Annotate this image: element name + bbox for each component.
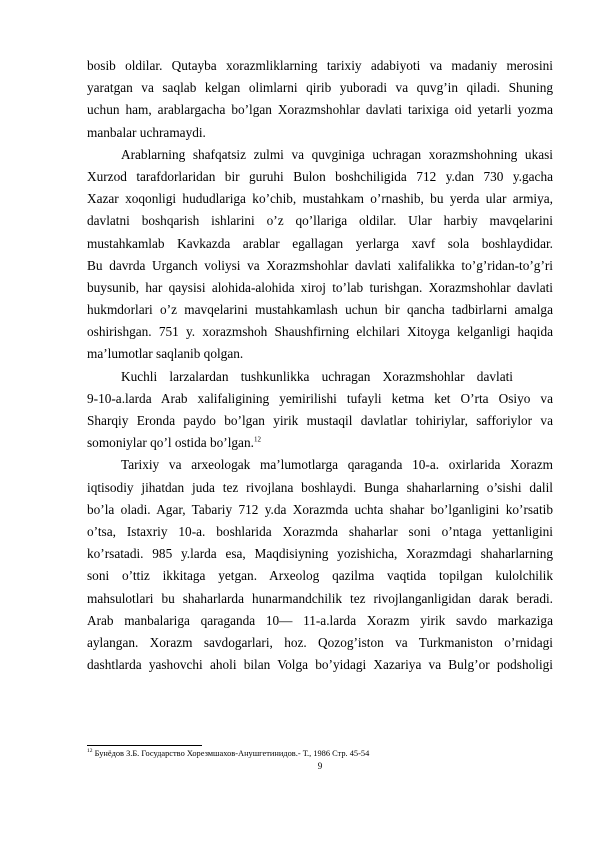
text-line: Arablarning shafqatsiz zulmi va quvginiga uchragan xorazmshohning ukasi <box>121 146 553 162</box>
text-line: Bu davrda Urganch voliysi va Xorazmshohlar davlati xalifalikka to’g’ridan-to’g’ri <box>87 257 553 273</box>
body-text <box>87 55 553 676</box>
footnote-divider <box>87 745 202 746</box>
text-line: hukmdorlari o’z mavqelarini mustahkamlash uchun bir qancha tadbirlarni amalga <box>87 302 553 318</box>
text-line: bosib oldilar. Qutayba xorazmliklarning tarixiy adabiyoti va madaniy merosini <box>87 58 553 73</box>
text-line: bo’la oladi. Agar, Tabariy 712 y.da Xorazmda uchta shahar bo’lganligini ko’rsatib <box>87 501 553 517</box>
footnote-text: Бунёдов З.Б. Государство Хорезмшахов-Анушгетинидов.- Т., 1986 Стр. 45-54 <box>94 749 370 758</box>
text-line: 9-10-a.larda Arab xalifaligining yemirilishi tufayli ketma ket O’rta Osiyo va <box>87 390 553 406</box>
text-line: oshirishgan. 751 y. xorazmshoh Shaushfirning elchilari Xitoyga kelganligi haqida <box>87 324 553 340</box>
footnote-reference: 12 <box>253 435 261 444</box>
footnote <box>87 748 553 759</box>
text-line: manbalar uchramaydi. <box>87 124 206 140</box>
text-line: aylangan. Xorazm savdogarlari, hoz. Qozog’iston va Turkmaniston o’rnidagi <box>87 634 553 650</box>
text-line: Xurzod tarafdorlaridan bir guruhi Bulon boshchiligida 712 y.dan 730 y.gacha <box>87 168 553 184</box>
page-number: 9 <box>317 761 323 771</box>
text-line: o’tsa, Istaxriy 10-a. boshlarida Xorazmda shaharlar soni o’ntaga yettanligini <box>87 523 553 539</box>
text-line: mahsulotlari bu shaharlarda hunarmandchilik tez rivojlanganligidan darak beradi. <box>87 590 553 606</box>
text-line: buysunib, har qaysisi alohida-alohida xiroj to’lab turishgan. Xorazmshohlar davlati <box>87 279 553 295</box>
text-line: yaratgan va saqlab kelgan olimlarni qirib yuboradi va quvg’in qiladi. Shuning <box>87 80 553 96</box>
text-line: dashtlarda yashovchi aholi bilan Volga bo’yidagi Xazariya va Bulg’or podsholigi <box>87 657 553 673</box>
text-line: Xazar xoqonligi hududlariga ko’chib, mustahkam o’rnashib, bu yerda ular armiya, <box>87 191 553 207</box>
text-line: davlatni boshqarish ishlarini o’z qo’llariga oldilar. Ular harbiy mavqelarini <box>87 213 553 229</box>
text-line: mustahkamlab Kavkazda arablar egallagan yerlarga xavf sola boshlaydidar. <box>87 235 553 251</box>
text-line: Kuchli larzalardan tushkunlikka uchragan Xorazmshohlar davlati <box>121 368 513 384</box>
text-line-with-footnote <box>87 432 553 454</box>
text-line: iqtisodiy jihatdan juda tez rivojlana boshlaydi. Bunga shaharlarning o’sishi dalil <box>87 479 553 495</box>
text-line: ma’lumotlar saqlanib qolgan. <box>87 346 244 362</box>
footnote-number: 12 <box>87 748 93 755</box>
text-line: ko’rsatadi. 985 y.larda esa, Maqdisiyning yozishicha, Xorazmdagi shaharlarning <box>87 546 553 562</box>
text-line: Sharqiy Eronda paydo bo’lgan yirik mustaqil davlatlar tohiriylar, safforiylor va <box>87 413 553 428</box>
text-line: soni o’ttiz ikkitaga yetgan. Arxeolog qazilma vaqtida topilgan kulolchilik <box>87 568 553 584</box>
text-line: Tarixiy va arxeologak ma’lumotlarga qaraganda 10-a. oxirlarida Xorazm <box>121 457 553 473</box>
text-line: Arab manbalariga qaraganda 10— 11-a.larda Xorazm yirik savdo markaziga <box>87 612 553 628</box>
text-segment: somoniylar qo’l ostida bo’lgan. <box>87 435 254 451</box>
text-line: uchun ham, arablargacha bo’lgan Xorazmshohlar davlati tarixiga oid yetarli yozma <box>87 102 553 118</box>
